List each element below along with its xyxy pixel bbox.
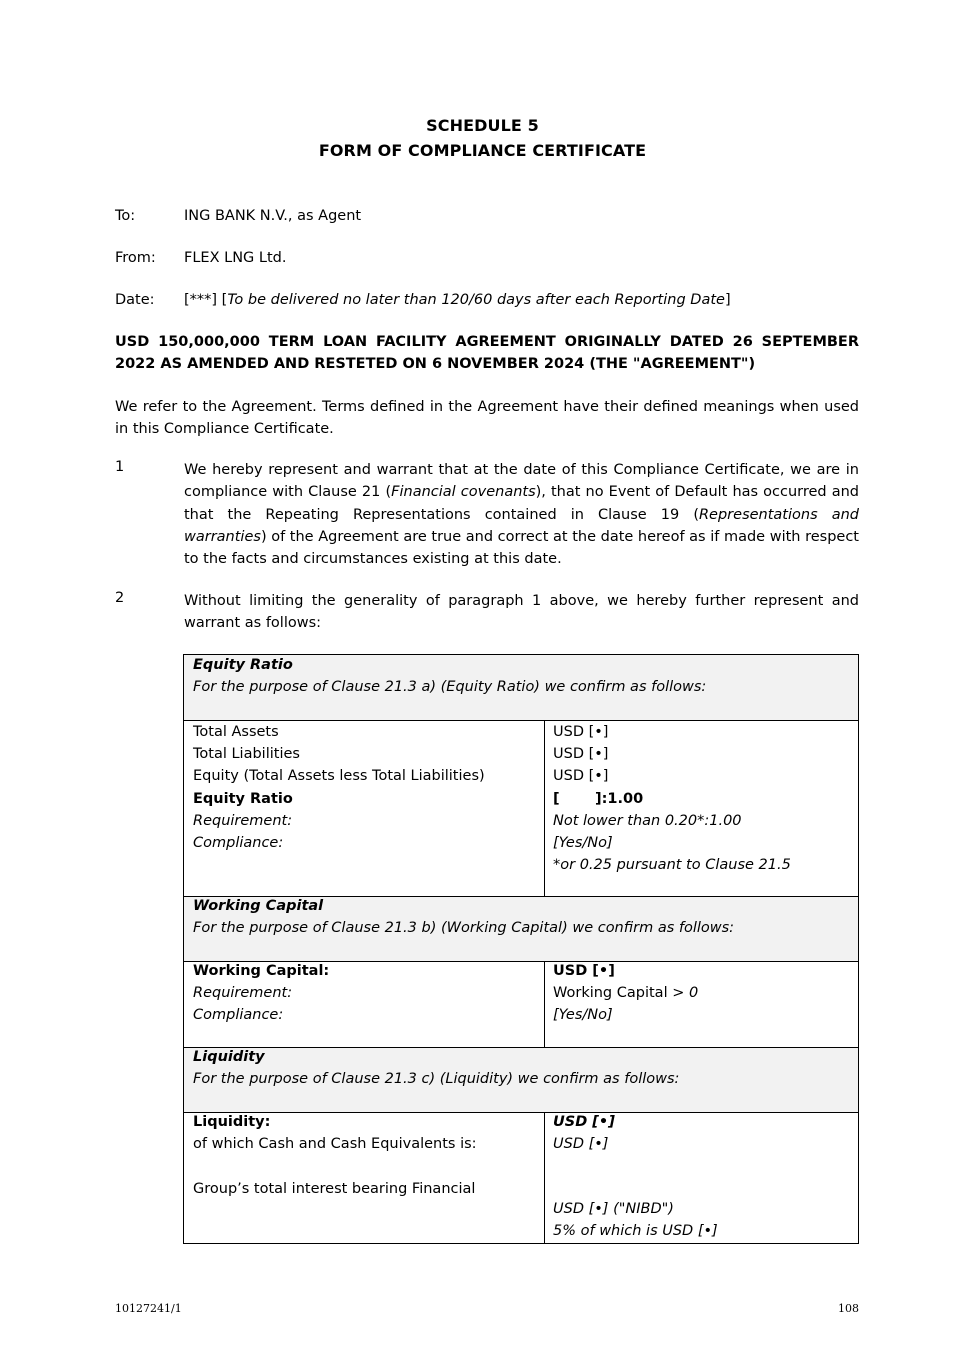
table-row-value: [Yes/No] <box>553 835 613 852</box>
to-value: ING BANK N.V., as Agent <box>184 208 362 224</box>
equity-ratio-title: Equity Ratio <box>193 657 293 673</box>
page-number: 108 <box>838 1302 859 1315</box>
table-row-label: Equity Ratio <box>193 790 293 807</box>
table-row-value: 5% of which is USD [•] <box>553 1222 718 1239</box>
paragraph-1-number: 1 <box>115 459 125 475</box>
table-row-value: USD [•] <box>553 746 609 763</box>
table-row-value: [Yes/No] <box>553 1007 613 1024</box>
table-row-value: USD [•] <box>553 768 609 785</box>
table-row-value: *or 0.25 pursuant to Clause 21.5 <box>553 857 791 874</box>
equity-ratio-subtitle: For the purpose of Clause 21.3 a) (Equity Ratio) we confirm as follows: <box>193 679 707 695</box>
column-divider <box>544 720 545 897</box>
liquidity-right-cell <box>553 1111 718 1242</box>
table-row-value: Not lower than 0.20*:1.00 <box>553 812 742 829</box>
from-label: From: <box>115 250 156 266</box>
table-row-label: Requirement: <box>193 985 293 1002</box>
table-row-label: Equity (Total Assets less Total Liabilities) <box>193 768 485 785</box>
date-label: Date: <box>115 292 155 308</box>
compliance-table <box>183 654 859 1244</box>
table-row-label: Requirement: <box>193 812 293 829</box>
table-row-label: Compliance: <box>193 835 284 852</box>
equity-left-cell <box>193 721 485 854</box>
to-label: To: <box>115 208 136 224</box>
table-row-value: Working Capital > 0 <box>553 985 699 1002</box>
table-row-label: Group’s total interest bearing Financial <box>193 1180 476 1197</box>
table-row-value: USD [•] ("NIBD") <box>553 1200 674 1217</box>
document-reference: 10127241/1 <box>115 1302 182 1315</box>
liquidity-header <box>184 1047 858 1113</box>
column-divider <box>544 961 545 1048</box>
paragraph-2-text: Without limiting the generality of paragraph 1 above, we hereby further represent and warrant as follows: <box>184 593 859 632</box>
working-capital-right-cell <box>553 960 698 1027</box>
from-value: FLEX LNG Ltd. <box>184 250 287 266</box>
table-row-value: [ ]:1.00 <box>553 790 644 807</box>
paragraph-2-number: 2 <box>115 590 125 606</box>
agreement-heading: USD 150,000,000 TERM LOAN FACILITY AGREEMENT ORIGINALLY DATED 26 SEPTEMBER 2022 AS AMENDED AND RESTETED ON 6 NOVEMBER 2024 (THE "AGREEMENT") <box>115 334 859 373</box>
table-row-label: Liquidity: <box>193 1114 271 1130</box>
intro-paragraph: We refer to the Agreement. Terms defined in the Agreement have their defined meanings when used in this Compliance Certificate. <box>115 399 859 438</box>
column-divider <box>544 1112 545 1244</box>
table-row-label: Compliance: <box>193 1007 284 1024</box>
working-capital-left-cell <box>193 960 329 1027</box>
table-row-value: USD [•] <box>553 724 609 740</box>
table-row-label: Working Capital: <box>193 963 330 979</box>
paragraph-1-text: We hereby represent and warrant that at the date of this Compliance Certificate, we are in compliance with Clause 21 (Financial covenants), that no Event of Default has occurred and that the Repeating Representations contained in Clause 19 (Representations and warranties) of the Agreement are true and correct at the date hereof as if made with respect to the facts and circumstances existing at this date. <box>184 462 860 568</box>
form-title: FORM OF COMPLIANCE CERTIFICATE <box>318 141 647 160</box>
table-row-label: Total Liabilities <box>193 746 300 763</box>
equity-right-cell <box>553 721 791 876</box>
table-row-label: of which Cash and Cash Equivalents is: <box>193 1136 477 1153</box>
working-capital-header <box>184 896 858 962</box>
table-row-label: Total Assets <box>193 724 279 740</box>
table-row-value: USD [•] <box>553 1136 609 1153</box>
liquidity-subtitle: For the purpose of Clause 21.3 c) (Liquidity) we confirm as follows: <box>193 1071 680 1087</box>
date-value: [***] [To be delivered no later than 120/60 days after each Reporting Date] <box>184 292 731 308</box>
liquidity-title: Liquidity <box>193 1049 265 1065</box>
working-capital-title: Working Capital <box>193 898 324 914</box>
working-capital-subtitle: For the purpose of Clause 21.3 b) (Working Capital) we confirm as follows: <box>193 920 735 936</box>
table-row-value: USD [•] <box>553 1114 615 1130</box>
equity-ratio-header <box>184 655 858 721</box>
liquidity-left-cell <box>193 1111 477 1200</box>
table-row-value: USD [•] <box>553 963 615 979</box>
schedule-title: SCHEDULE 5 <box>426 116 539 135</box>
